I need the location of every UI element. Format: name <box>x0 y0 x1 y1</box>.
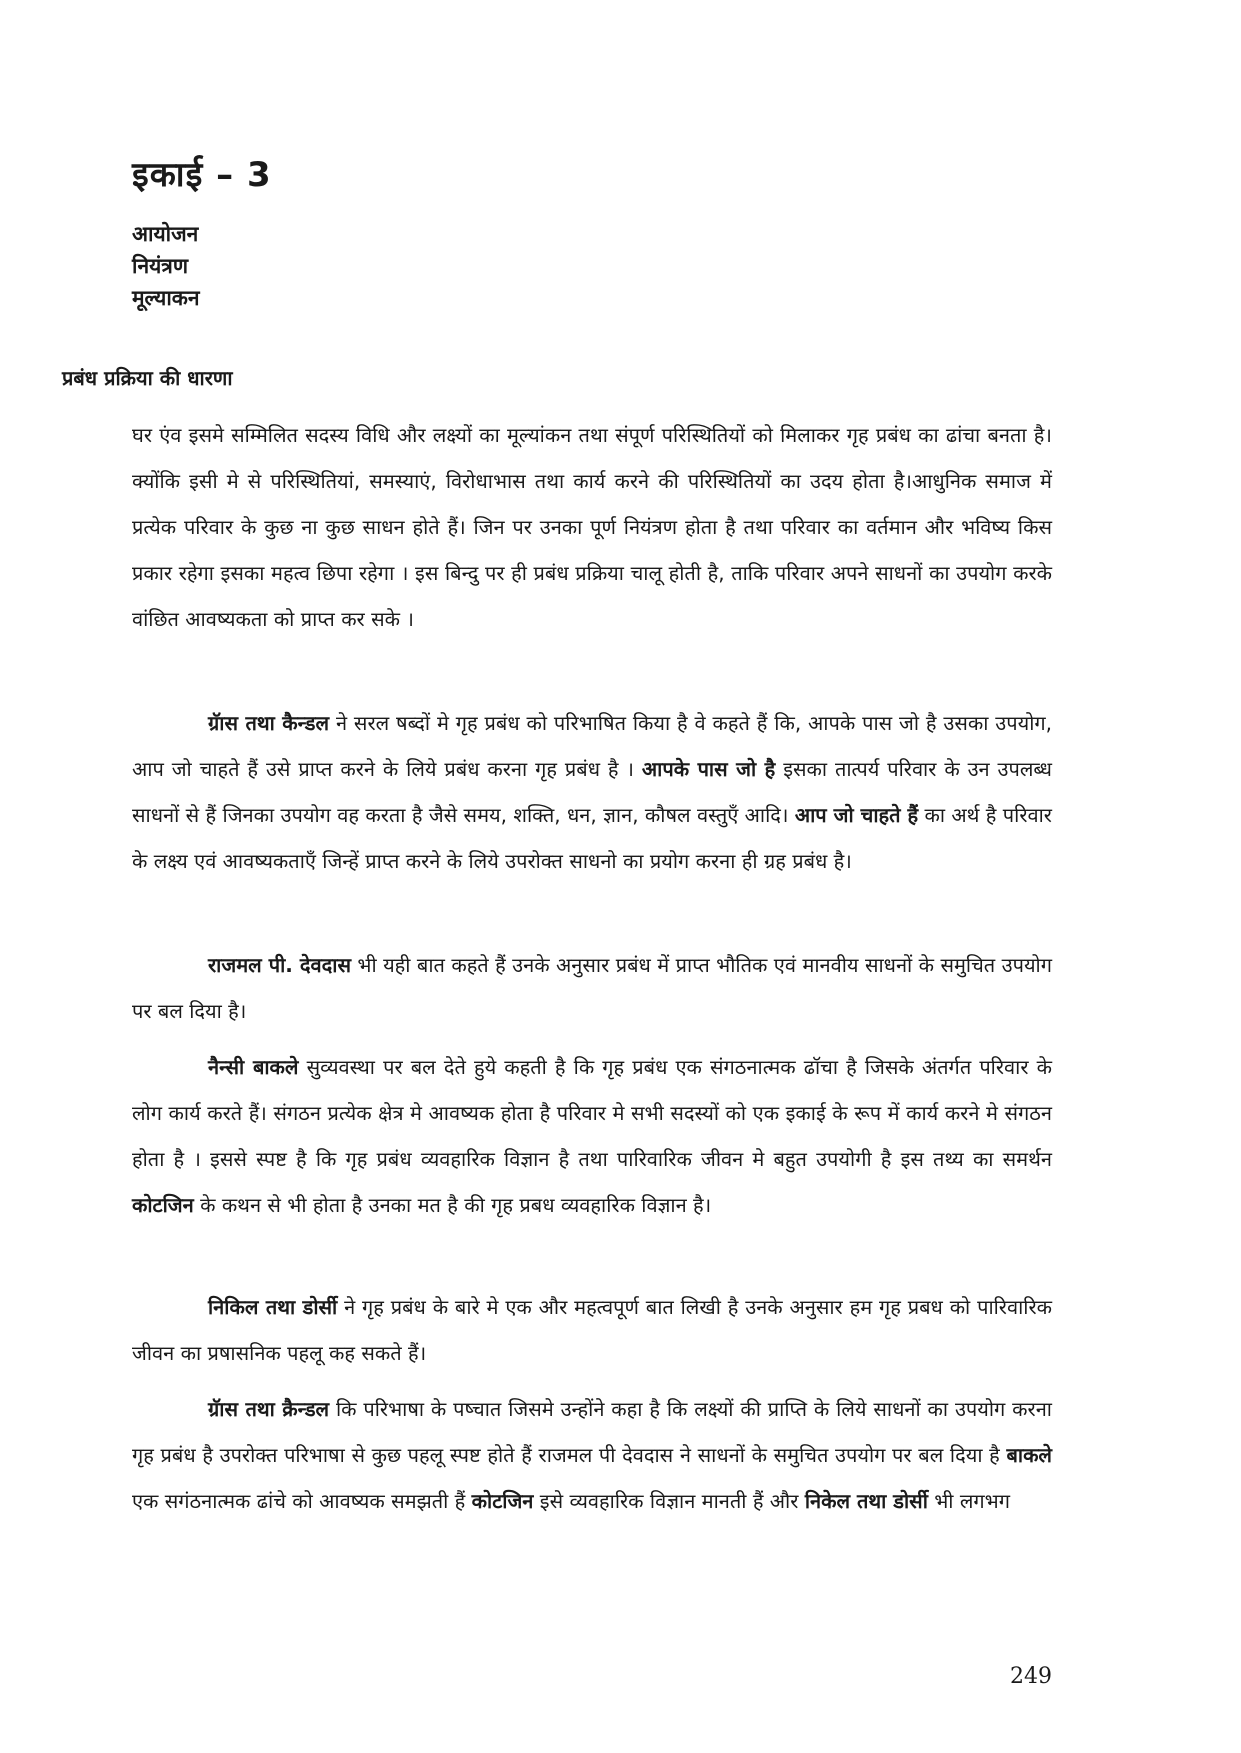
author-name: कोटजिन <box>471 1489 534 1513</box>
author-name: बाकले <box>1006 1443 1052 1467</box>
topic-item: आयोजन <box>132 222 199 246</box>
author-name: नैन्सी बाकले <box>208 1055 299 1079</box>
paragraph-text: एक सगंठनात्मक ढांचे को आवष्यक समझती हैं <box>132 1489 472 1513</box>
paragraph-text: इसका तात्पर्य परिवार के उन उपलब्ध साधनों से हैं जिनका उपयोग वह करता है जैसे समय, शक्ति, धन, ज्ञान, कौषल वस्तुऍं आदि। <box>132 757 1053 827</box>
author-name: निकेल तथा डोर्सी <box>804 1489 928 1513</box>
emphasis-text: आपके पास जो है <box>641 757 776 781</box>
paragraph-text: ने सरल षब्दों मे गृह प्रबंध को परिभाषित किया है वे कहते हैं कि, आपके पास जो है उसका उपयोग, आप जो चाहते हैं उसे प्राप्त करने के लिये प्रबंध करना गृह प्रबंध है । <box>132 711 1052 781</box>
paragraph <box>132 1044 1052 1228</box>
paragraph-text: इसे व्यवहारिक विज्ञान मानती हैं और <box>533 1489 805 1513</box>
author-name: निकिल तथा डोर्सी <box>208 1295 338 1319</box>
paragraph-text: भी यही बात कहते हैं उनके अनुसार प्रबंध में प्राप्त भौतिक एवं मानवीय साधनों के समुचित उपयोग पर बल दिया है। <box>132 953 1052 1023</box>
paragraph <box>132 942 1052 1034</box>
unit-title: इकाई – 3 <box>132 155 272 195</box>
author-name: कोटजिन <box>132 1193 194 1217</box>
paragraph <box>132 1386 1052 1524</box>
paragraph-text: सुव्यवस्था पर बल देते हुये कहती है कि गृह प्रबंध एक संगठनात्मक ढॉचा है जिसके अंतर्गत परिवार के लोग कार्य करते हैं। संगठन प्रत्येक क्षेत्र मे आवष्यक होता है परिवार मे सभी सदस्यों को एक इकाई के रूप में कार्य करने मे संगठन होता है । इससे स्पष्ट है कि गृह प्रबंध व्यवहारिक विज्ञान है तथा पारिवारिक जीवन मे बहुत उपयोगी है इस तथ्य का समर्थन <box>132 1055 1052 1171</box>
topic-item: नियंत्रण <box>132 254 189 278</box>
paragraph-text: के कथन से भी होता है उनका मत है की गृह प्रबध व्यवहारिक विज्ञान है। <box>193 1193 712 1217</box>
topic-item: मूल्याकन <box>132 286 200 310</box>
emphasis-text: आप जो चाहते हैं <box>794 803 919 827</box>
paragraph-text: ने गृह प्रबंध के बारे मे एक और महत्वपूर्ण बात लिखी है उनके अनुसार हम गृह प्रबध को पारिवारिक जीवन का प्रषासनिक पहलू कह सकते हैं। <box>132 1295 1053 1365</box>
topic-list <box>132 218 200 314</box>
author-name: ग्रॅास तथा क्रैन्डल <box>208 1397 330 1421</box>
paragraph <box>132 412 1052 642</box>
paragraph-text: भी लगभग <box>927 1489 1010 1513</box>
author-name: ग्रॅास तथा कैन्डल <box>208 711 330 735</box>
paragraph-text: घर एंव इसमे सम्मिलित सदस्य विधि और लक्ष्यों का मूल्यांकन तथा संपूर्ण परिस्थितियों को मिलाकर गृह प्रबंध का ढांचा बनता है। क्योंकि इसी मे से परिस्थितियां, समस्याएं, विरोधाभास तथा कार्य करने की परिस्थितियों का उदय होता है।आधुनिक समाज में प्रत्येक परिवार के कुछ ना कुछ साधन होते हैं। जिन पर उनका पूर्ण नियंत्रण होता है तथा परिवार का वर्तमान और भविष्य किस प्रकार रहेगा इसका महत्व छिपा रहेगा । इस बिन्दु पर ही प्रबंध प्रक्रिया चालू होती है, ताकि परिवार अपने साधनों का उपयोग करके वांछित आवष्यकता को प्राप्त कर सके । <box>132 423 1052 631</box>
section-heading: प्रबंध प्रक्रिया की धारणा <box>62 366 233 390</box>
paragraph <box>132 1284 1052 1376</box>
author-name: राजमल पी. देवदास <box>208 953 351 977</box>
page-number: 249 <box>1010 1664 1052 1689</box>
paragraph-text: कि परिभाषा के पष्चात जिसमे उन्होंने कहा है कि लक्ष्यों की प्राप्ति के लिये साधनों का उपयोग करना गृह प्रबंध है उपरोक्त परिभाषा से कुछ पहलू स्पष्ट होते हैं राजमल पी देवदास ने साधनों के समुचित उपयोग पर बल दिया है <box>132 1397 1052 1467</box>
paragraph-text: का अर्थ है परिवार के लक्ष्य एवं आवष्यकताऍं जिन्हें प्राप्त करने के लिये उपरोक्त साधनो का प्रयोग करना ही ग्रह प्रबंध है। <box>132 803 1052 873</box>
paragraph <box>132 700 1052 884</box>
